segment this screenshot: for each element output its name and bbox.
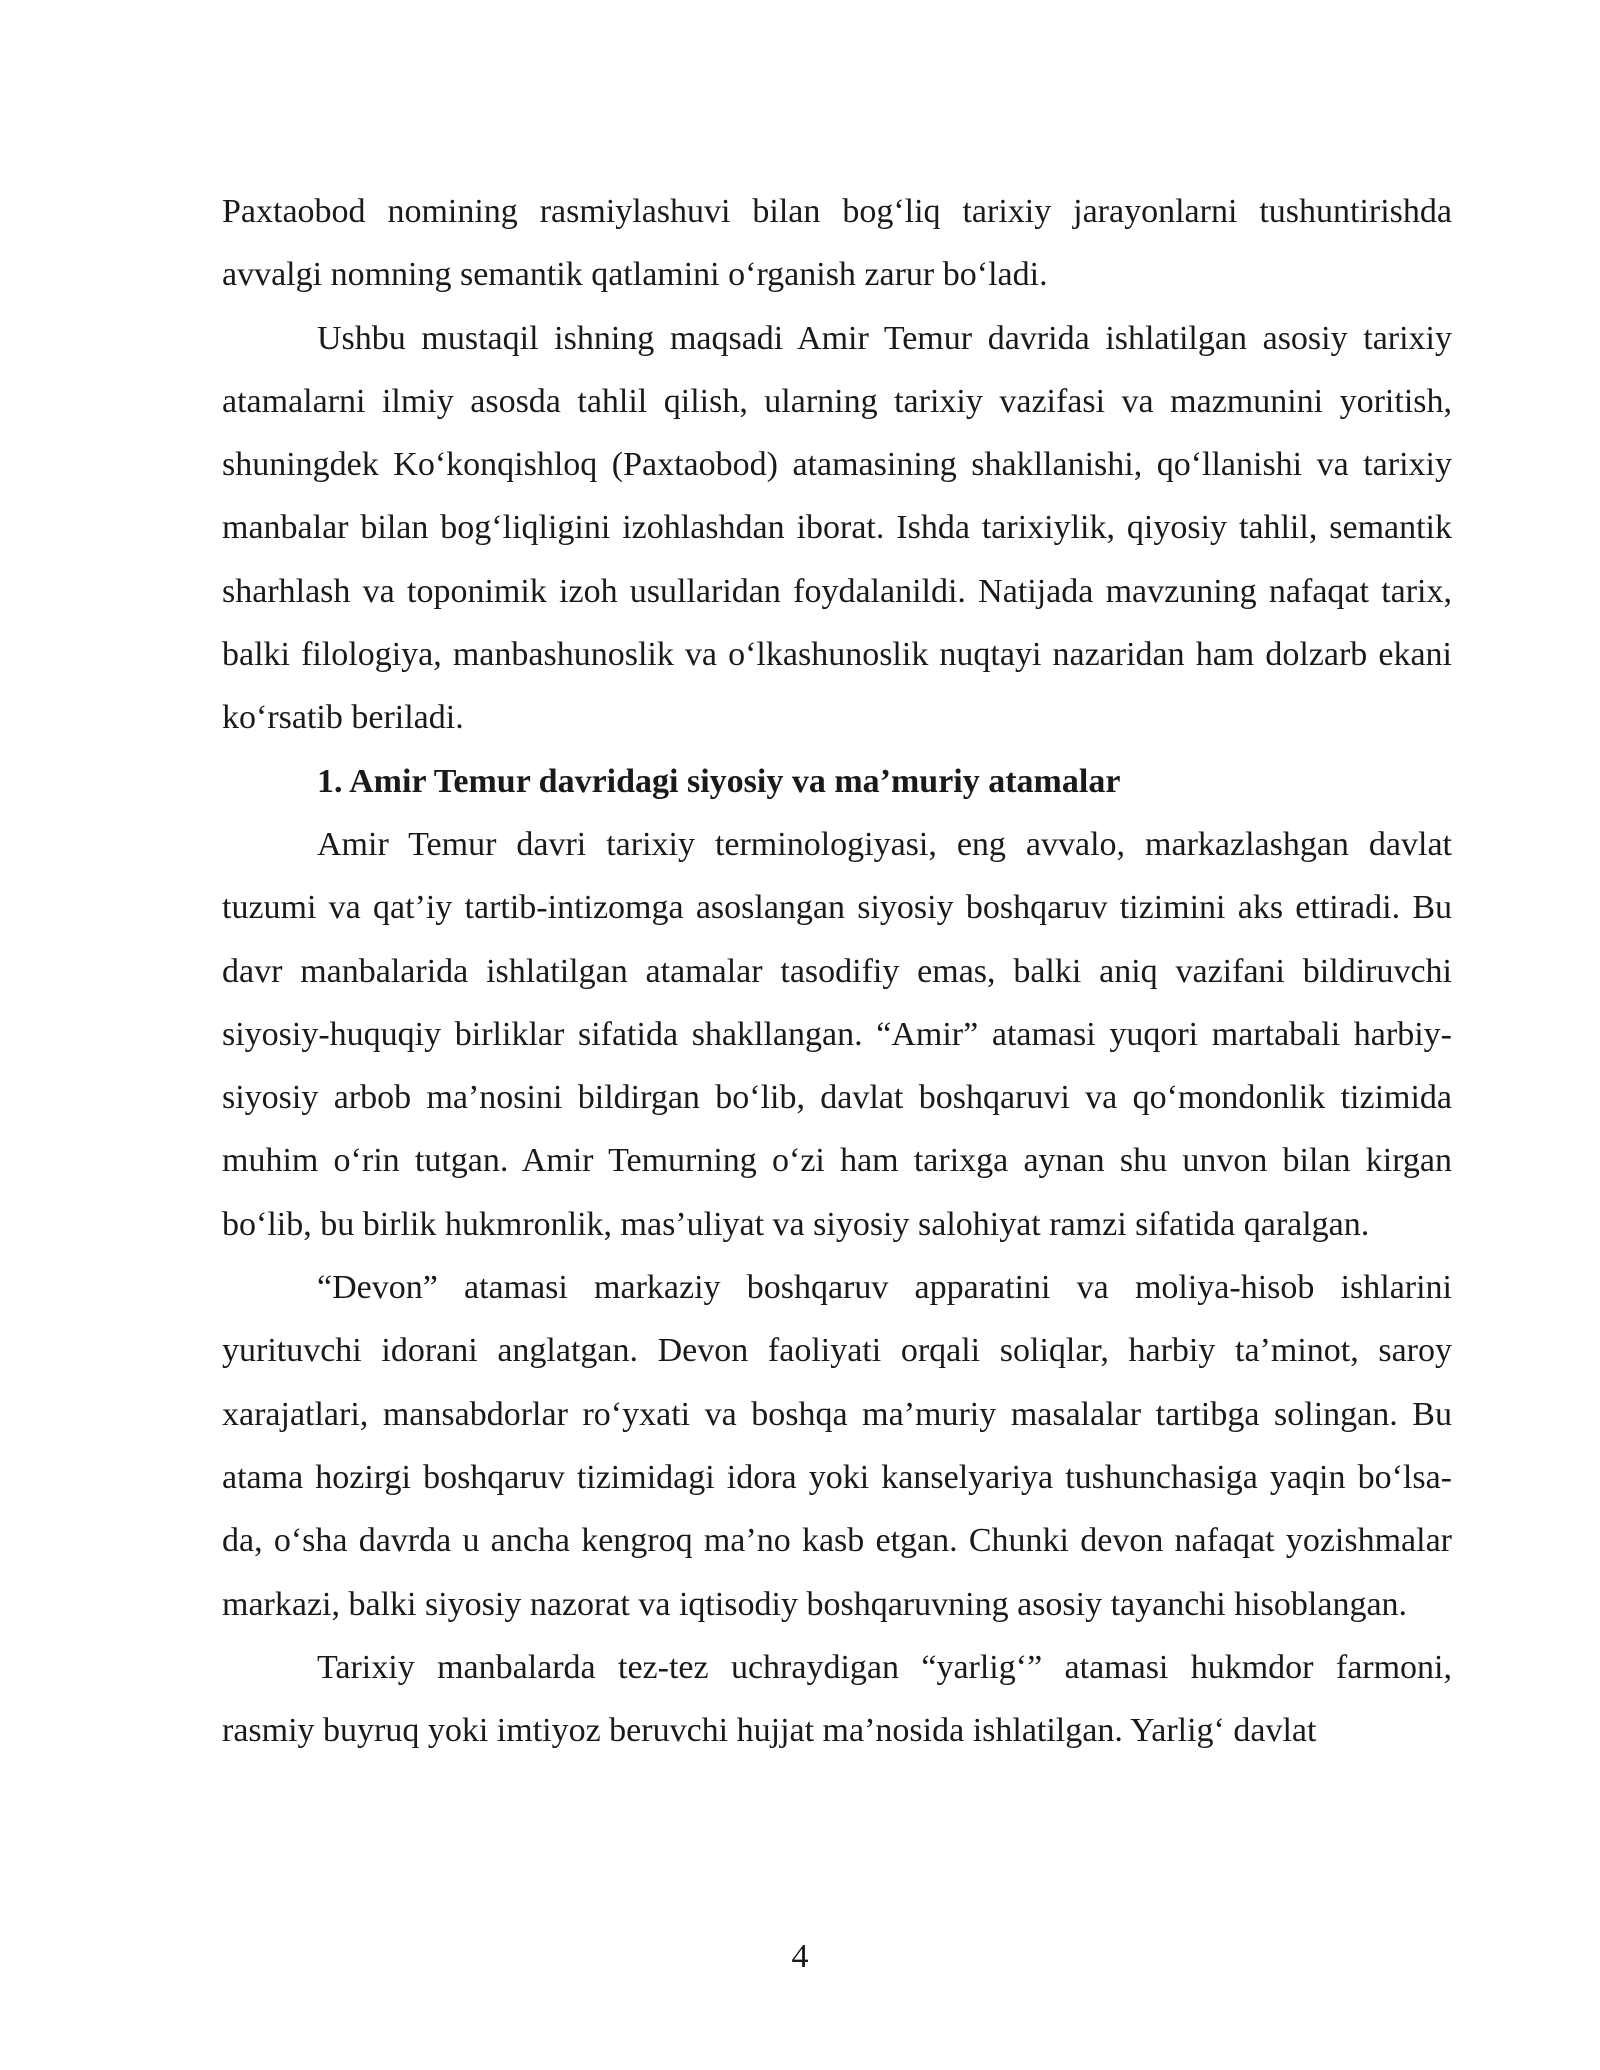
page-number: 4 (791, 1938, 809, 1975)
body-text (222, 180, 1452, 1762)
paragraph-yarlig: Tarixiy manbalarda tez-tez uchraydigan “yarlig‘” atamasi hukmdor farmoni, rasmiy buyruq yoki imtiyoz beruvchi hujjat ma’nosida ishlatilgan. Yarlig‘ davlat (222, 1648, 1452, 1750)
paragraph-amir: Amir Temur davri tarixiy terminologiyasi, eng avvalo, markazlashgan davlat tuzumi va qat’iy tartib-intizomga asoslangan siyosiy boshqaruv tizimini aks ettiradi. Bu davr manbalarida ishlatilgan atamalar tasodifiy emas, balki aniq vazifani bildiruvchi siyosiy-huquqiy birliklar sifatida shakllangan. “Amir” atamasi yuqori martabali harbiy-siyosiy arbob ma’nosini bildirgan bo‘lib, davlat boshqaruvi va qo‘mondonlik tizimida muhim o‘rin tutgan. Amir Temurning o‘zi ham tarixga aynan shu unvon bilan kirgan bo‘lib, bu birlik hukmronlik, mas’uliyat va siyosiy salohiyat ramzi sifatida qaralgan. (222, 825, 1452, 1243)
paragraph-continuation: Paxtaobod nomining rasmiylashuvi bilan bog‘liq tarixiy jarayonlarni tushuntirishda avvalgi nomning semantik qatlamini o‘rganish zarur bo‘ladi. (222, 193, 1452, 294)
paragraph-devon: “Devon” atamasi markaziy boshqaruv apparatini va moliya-hisob ishlarini yurituvchi idorani anglatgan. Devon faoliyati orqali soliqlar, harbiy ta’minot, saroy xarajatlari, mansabdorlar ro‘yxati va boshqa ma’muriy masalalar tartibga solingan. Bu atama hozirgi boshqaruv tizimidagi idora yoki kanselyariya tushunchasiga yaqin bo‘lsa-da, o‘sha davrda u ancha kengroq ma’no kasb etgan. Chunki devon nafaqat yozishmalar markazi, balki siyosiy nazorat va iqtisodiy boshqaruvning asosiy tayanchi hisoblangan. (222, 1269, 1452, 1623)
paragraph-aim: Ushbu mustaqil ishning maqsadi Amir Temur davrida ishlatilgan asosiy tarixiy atamalarni ilmiy asosda tahlil qilish, ularning tarixiy vazifasi va mazmunini yoritish, shuningdek Ko‘konqishloq (Paxtaobod) atamasining shakllanishi, qo‘llanishi va tarixiy manbalar bilan bog‘liqligini izohlashdan iborat. Ishda tarixiylik, qiyosiy tahlil, semantik sharhlash va toponimik izoh usullaridan foydalanildi. Natijada mavzuning nafaqat tarix, balki filologiya, manbashunoslik va o‘lkashunoslik nuqtayi nazaridan ham dolzarb ekani ko‘rsatib beriladi. (222, 319, 1452, 737)
section-heading: 1. Amir Temur davridagi siyosiy va ma’muriy atamalar (317, 762, 1121, 800)
